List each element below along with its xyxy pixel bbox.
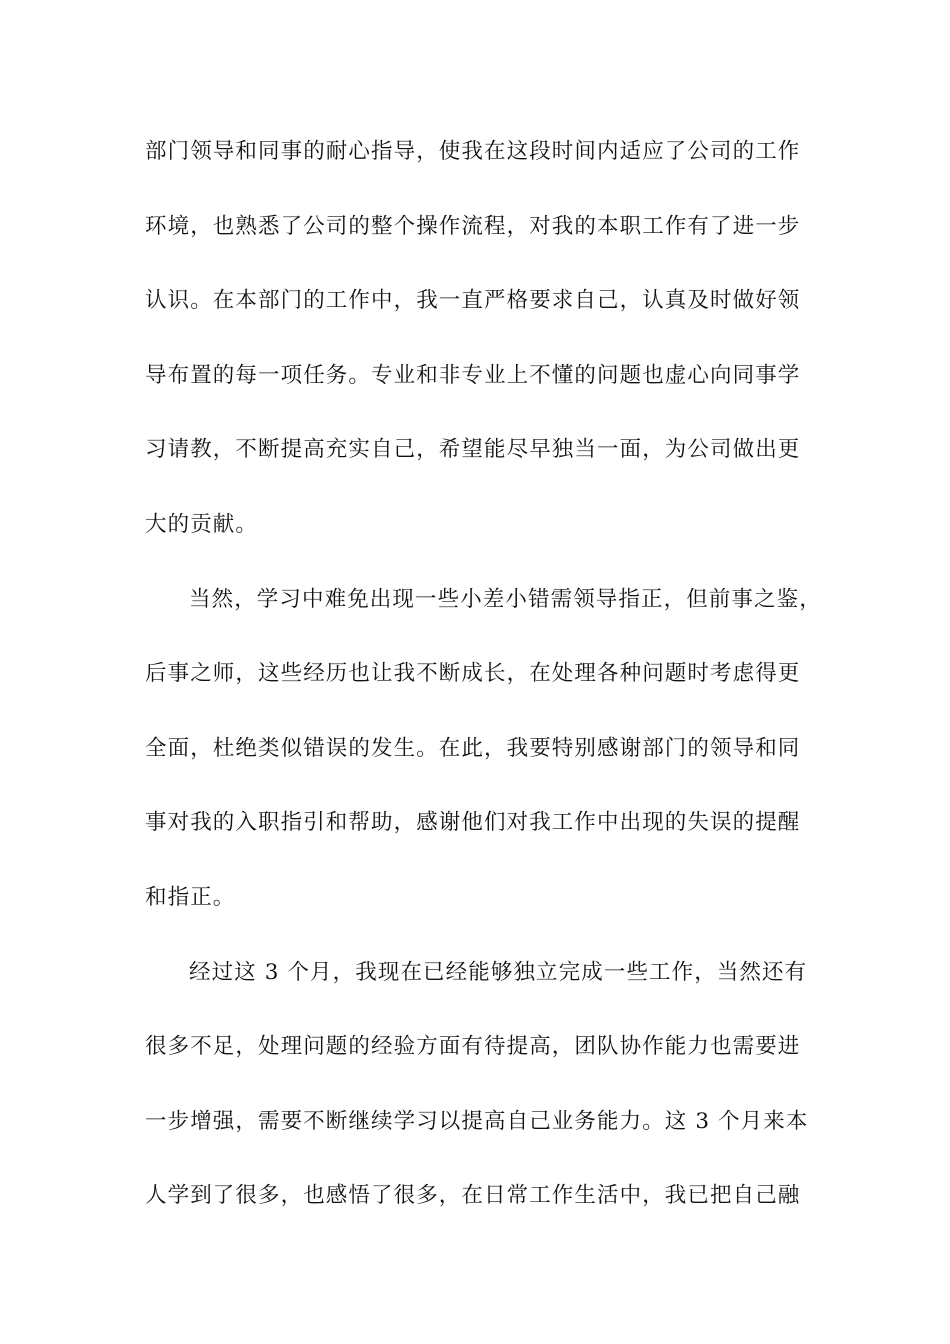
text-line: 大的贡献。 bbox=[145, 511, 259, 537]
text-line: 一步增强，需要不断继续学习以提高自己业务能力。这 3 个月来本 bbox=[145, 1108, 809, 1134]
text-line: 导布置的每一项任务。专业和非专业上不懂的问题也虚心向同事学 bbox=[145, 362, 801, 388]
text-line: 环境，也熟悉了公司的整个操作流程，对我的本职工作有了进一步 bbox=[145, 213, 801, 239]
text-line: 习请教，不断提高充实自己，希望能尽早独当一面，为公司做出更 bbox=[145, 437, 801, 463]
text-line-paragraph-start: 经过这 3 个月，我现在已经能够独立完成一些工作，当然还有 bbox=[189, 959, 808, 985]
text-line: 认识。在本部门的工作中，我一直严格要求自己，认真及时做好领 bbox=[145, 288, 801, 314]
text-line: 事对我的入职指引和帮助，感谢他们对我工作中出现的失误的提醒 bbox=[145, 810, 801, 836]
text-line: 人学到了很多，也感悟了很多，在日常工作生活中，我已把自己融 bbox=[145, 1183, 801, 1209]
text-line: 和指正。 bbox=[145, 884, 236, 910]
text-line-paragraph-start: 当然，学习中难免出现一些小差小错需领导指正，但前事之鉴， bbox=[189, 586, 822, 612]
text-line: 很多不足，处理问题的经验方面有待提高，团队协作能力也需要进 bbox=[145, 1034, 801, 1060]
text-line: 部门领导和同事的耐心指导，使我在这段时间内适应了公司的工作 bbox=[145, 139, 801, 164]
text-line: 全面，杜绝类似错误的发生。在此，我要特别感谢部门的领导和同 bbox=[145, 735, 801, 761]
text-line: 后事之师，这些经历也让我不断成长，在处理各种问题时考虑得更 bbox=[145, 661, 801, 687]
document-body bbox=[145, 132, 845, 1251]
